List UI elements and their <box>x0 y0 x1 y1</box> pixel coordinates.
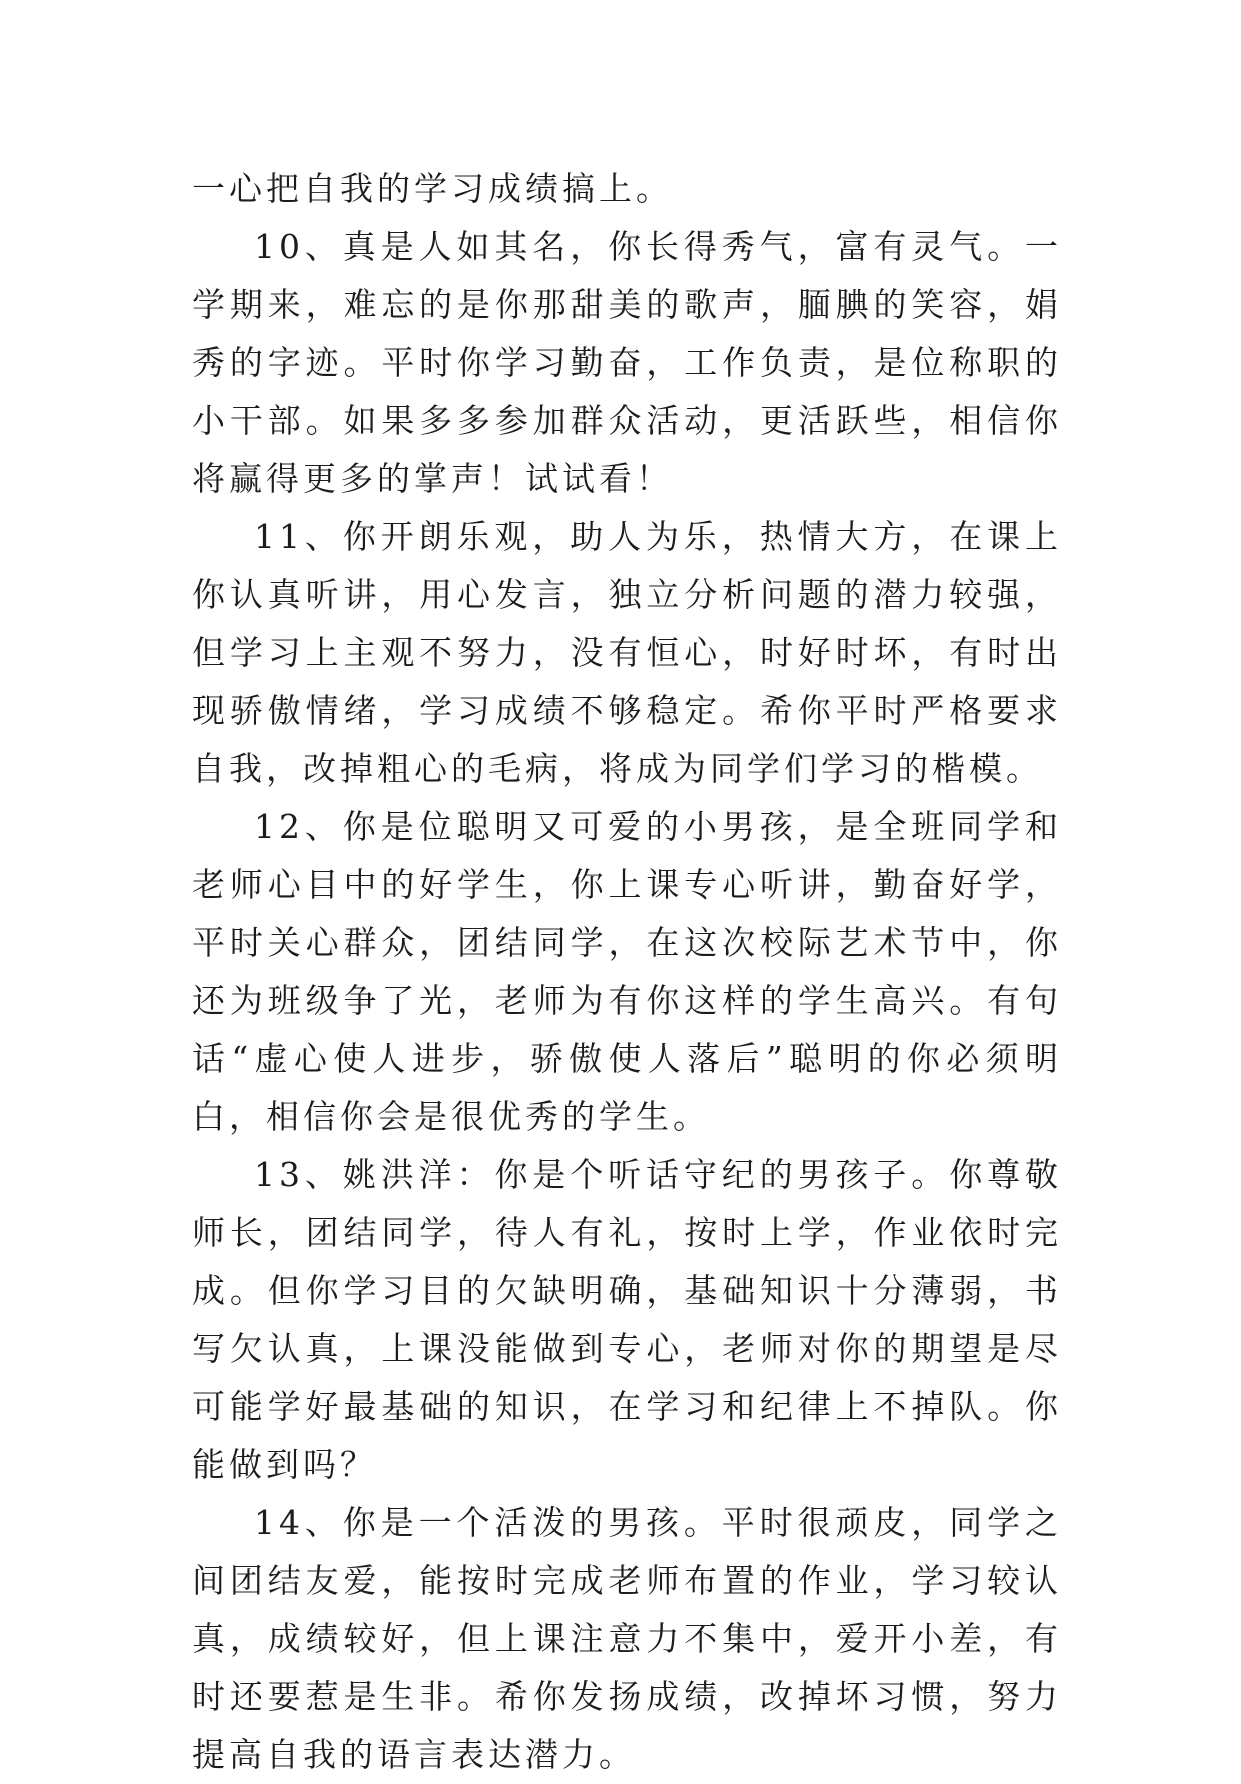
paragraph-comment-14: 14、你是一个活泼的男孩。平时很顽皮，同学之间团结友爱，能按时完成老师布置的作业，学习较认真，成绩较好，但上课注意力不集中，爱开小差，有时还要惹是生非。希你发扬成绩，改掉坏习惯，努力提高自我的语言表达潜力。 <box>192 1503 1062 1774</box>
paragraph-comment-10: 10、真是人如其名，你长得秀气，富有灵气。一学期来，难忘的是你那甜美的歌声，腼腆的笑容，娟秀的字迹。平时你学习勤奋，工作负责，是位称职的小干部。如果多多参加群众活动，更活跃些，相信你将赢得更多的掌声！试试看！ <box>192 227 1062 498</box>
paragraph-comment-12: 12、你是位聪明又可爱的小男孩，是全班同学和老师心目中的好学生，你上课专心听讲，勤奋好学，平时关心群众，团结同学，在这次校际艺术节中，你还为班级争了光，老师为有你这样的学生高兴。有句话“虚心使人进步，骄傲使人落后”聪明的你必须明白，相信你会是很优秀的学生。 <box>192 807 1062 1136</box>
paragraph-comment-11: 11、你开朗乐观，助人为乐，热情大方，在课上你认真听讲，用心发言，独立分析问题的潜力较强，但学习上主观不努力，没有恒心，时好时坏，有时出现骄傲情绪，学习成绩不够稳定。希你平时严格要求自我，改掉粗心的毛病，将成为同学们学习的楷模。 <box>192 517 1062 788</box>
paragraph-continuation: 一心把自我的学习成绩搞上。 <box>192 169 673 208</box>
document-body <box>192 160 1062 1784</box>
paragraph-comment-13: 13、姚洪洋：你是个听话守纪的男孩子。你尊敬师长，团结同学，待人有礼，按时上学，作业依时完成。但你学习目的欠缺明确，基础知识十分薄弱，书写欠认真，上课没能做到专心，老师对你的期望是尽可能学好最基础的知识，在学习和纪律上不掉队。你能做到吗？ <box>192 1155 1062 1484</box>
